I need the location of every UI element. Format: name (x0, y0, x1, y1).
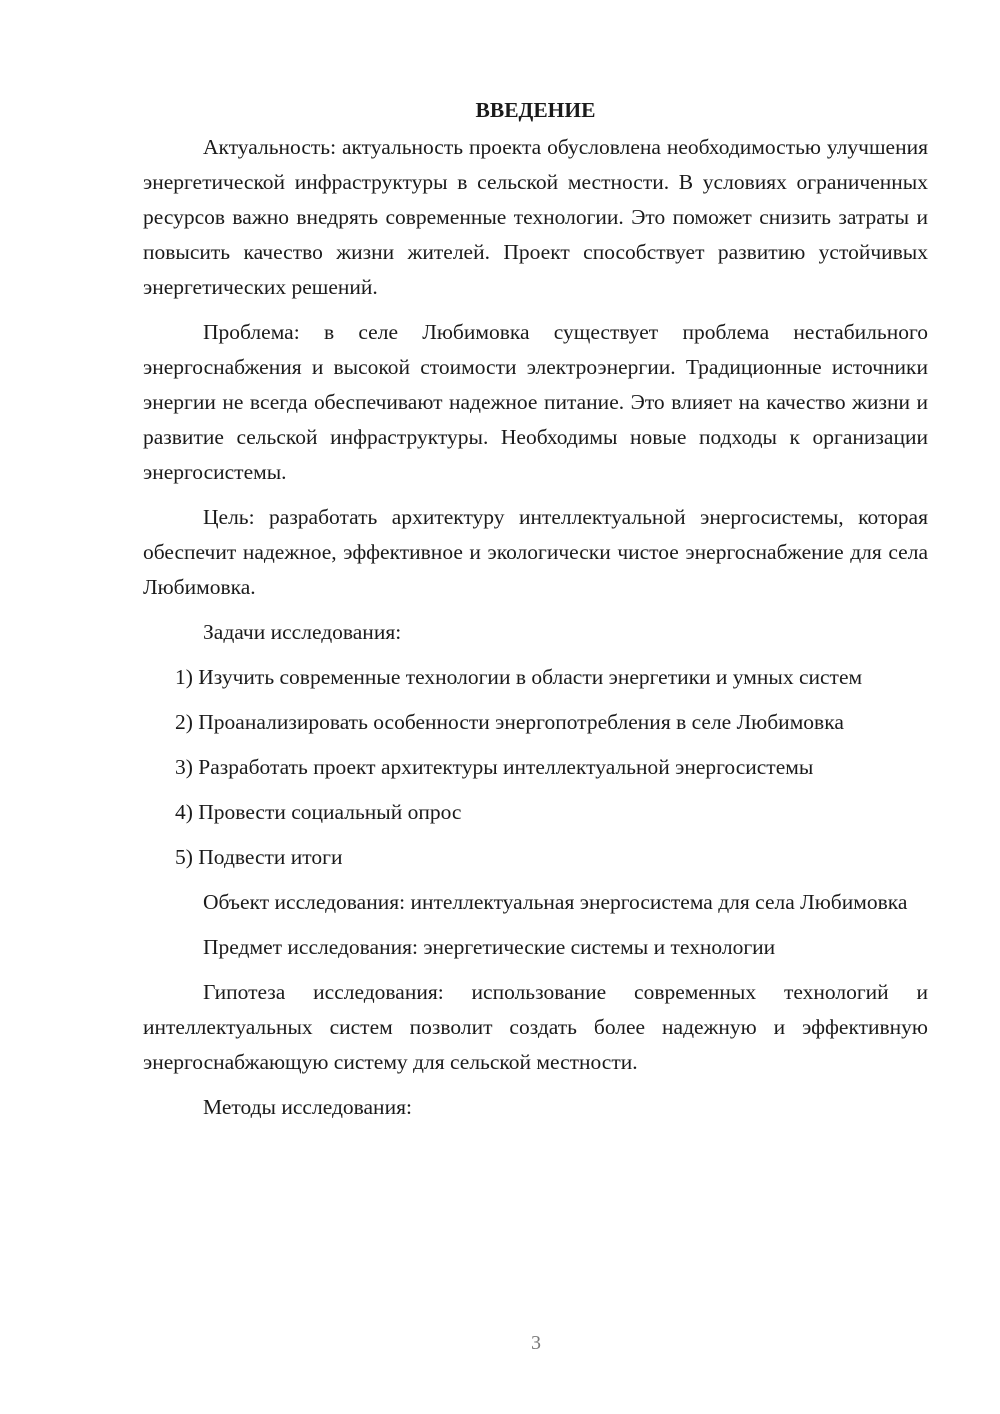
page-number: 3 (531, 1332, 541, 1354)
section-title: ВВЕДЕНИЕ (475, 98, 596, 122)
hypothesis-paragraph: Гипотеза исследования: использование современных технологий и интеллектуальных систем позволит создать более надежную и эффективную энергоснабжающую систему для сельской местности. (143, 980, 928, 1074)
problem-paragraph: Проблема: в селе Любимовка существует проблема нестабильного энергоснабжения и высокой стоимости электроэнергии. Традиционные источники энергии не всегда обеспечивают надежное питание. Это влияет на качество жизни и развитие сельской инфраструктуры. Необходимы новые подходы к организации энергосистемы. (143, 320, 928, 484)
methods-heading: Методы исследования: (203, 1095, 412, 1119)
task-item-3: 3) Разработать проект архитектуры интеллектуальной энергосистемы (175, 755, 814, 779)
task-item-4: 4) Провести социальный опрос (175, 800, 462, 824)
task-item-5: 5) Подвести итоги (175, 845, 343, 869)
task-item-1: 1) Изучить современные технологии в области энергетики и умных систем (175, 665, 863, 689)
tasks-heading: Задачи исследования: (203, 620, 402, 644)
task-item-2: 2) Проанализировать особенности энергопотребления в селе Любимовка (175, 710, 844, 734)
document-body (143, 92, 928, 1135)
object-paragraph: Объект исследования: интеллектуальная энергосистема для села Любимовка (203, 890, 908, 914)
subject-paragraph: Предмет исследования: энергетические системы и технологии (203, 935, 776, 959)
relevance-paragraph: Актуальность: актуальность проекта обусловлена необходимостью улучшения энергетической инфраструктуры в сельской местности. В условиях ограниченных ресурсов важно внедрять современные технологии. Это поможет снизить затраты и повысить качество жизни жителей. Проект способствует развитию устойчивых энергетических решений. (143, 135, 928, 299)
goal-paragraph: Цель: разработать архитектуру интеллектуальной энергосистемы, которая обеспечит надежное, эффективное и экологически чистое энергоснабжение для села Любимовка. (143, 505, 928, 599)
